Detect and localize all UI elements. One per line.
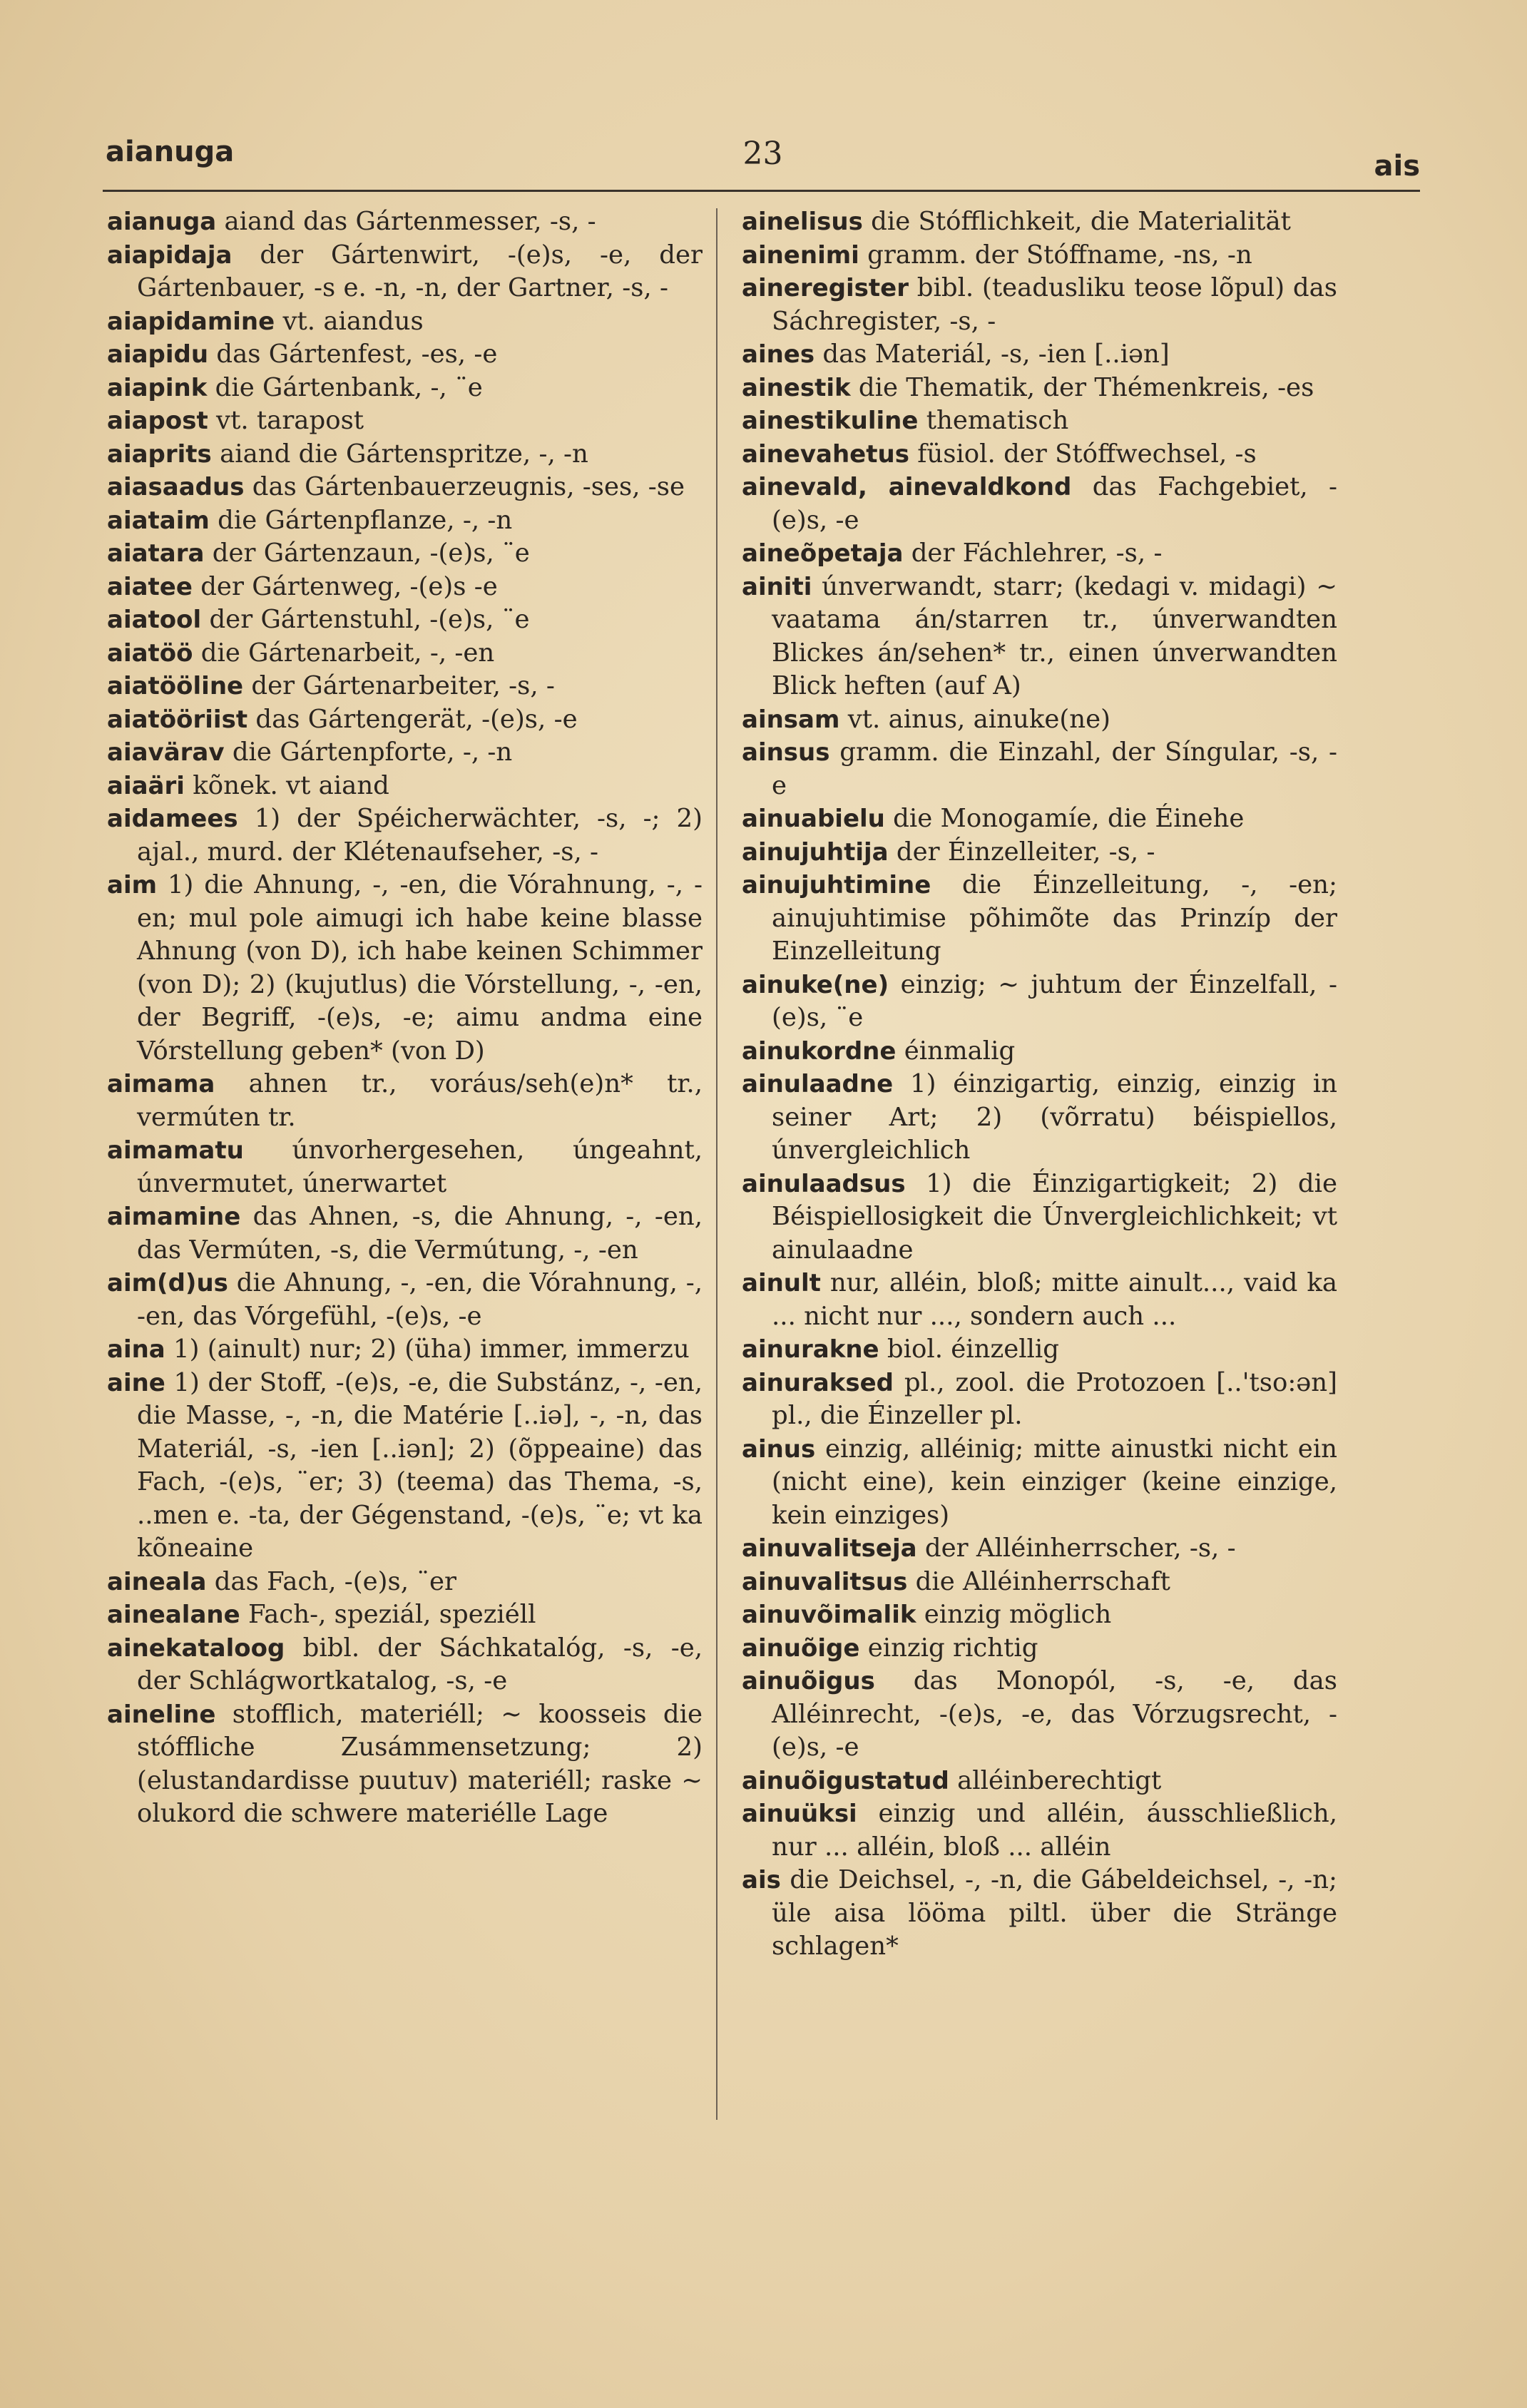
dictionary-entry bbox=[742, 272, 1337, 338]
entry-headword: aiatee bbox=[107, 572, 193, 601]
dictionary-entry bbox=[742, 1797, 1337, 1864]
dictionary-entry bbox=[742, 1632, 1337, 1665]
entry-headword: ainevald, ainevaldkond bbox=[742, 473, 1072, 501]
dictionary-entry bbox=[742, 239, 1337, 272]
entry-headword: ainuõigustatud bbox=[742, 1766, 949, 1795]
entry-headword: aim bbox=[107, 871, 158, 899]
dictionary-entry bbox=[107, 305, 703, 339]
entry-headword: ainuõigus bbox=[742, 1667, 875, 1695]
entry-definition: einzig, alléinig; mitte ainustki nicht ein (nicht eine), kein einziger (keine einzige, kein einziges) bbox=[772, 1434, 1337, 1530]
entry-definition: der Éinzelleiter, -s, - bbox=[888, 837, 1155, 867]
entry-definition: ahnen tr., voráus/seh(e)n* tr., vermúten tr. bbox=[137, 1069, 703, 1132]
dictionary-entry bbox=[742, 1168, 1337, 1267]
dictionary-entry bbox=[107, 471, 703, 504]
dictionary-entry bbox=[742, 836, 1337, 869]
entry-headword: ainestik bbox=[742, 373, 851, 402]
entry-definition: 1) éinzigartig, einzig, einzig in seiner Art; 2) (võrratu) béispiellos, únvergleichlich bbox=[772, 1069, 1337, 1165]
entry-headword: aianuga bbox=[107, 208, 217, 236]
dictionary-entry bbox=[742, 438, 1337, 471]
entry-headword: ainiti bbox=[742, 572, 812, 601]
dictionary-entry bbox=[742, 1068, 1337, 1168]
entry-headword: aiapidaja bbox=[107, 240, 233, 270]
entry-headword: ainujuhtija bbox=[742, 837, 889, 867]
entry-headword: ainealane bbox=[107, 1601, 240, 1629]
entry-headword: aiasaadus bbox=[107, 473, 245, 501]
entry-definition: die Ahnung, -, -en, die Vórahnung, -, -en, das Vórgefühl, -(e)s, -e bbox=[137, 1268, 703, 1331]
entry-definition: das Gártenfest, -es, -e bbox=[208, 340, 498, 369]
entry-headword: ainujuhtimine bbox=[742, 871, 931, 899]
entry-headword: aines bbox=[742, 340, 815, 369]
dictionary-entry bbox=[742, 1665, 1337, 1765]
entry-definition: aiand das Gártenmesser, -s, - bbox=[216, 207, 596, 236]
entry-headword: aiapost bbox=[107, 407, 208, 435]
entry-definition: die Gártenpforte, -, -n bbox=[224, 738, 513, 767]
entry-headword: aiatööriist bbox=[107, 705, 248, 734]
entry-definition: einzig und alléin, áusschließlich, nur ... alléin, bloß ... alléin bbox=[772, 1799, 1337, 1862]
dictionary-entry bbox=[107, 1134, 703, 1200]
entry-definition: alléinberechtigt bbox=[949, 1765, 1162, 1795]
entry-headword: ainenimi bbox=[742, 240, 859, 270]
entry-definition: gramm. der Stóffname, -ns, -n bbox=[859, 240, 1252, 270]
entry-headword: ainulaadne bbox=[742, 1070, 894, 1098]
entry-definition: bibl. der Sáchkatalóg, -s, -e, der Schlágwortkatalog, -s, -e bbox=[137, 1633, 703, 1695]
entry-definition: aiand die Gártenspritze, -, -n bbox=[211, 439, 588, 469]
dictionary-entry bbox=[107, 338, 703, 372]
entry-definition: der Alléinherrscher, -s, - bbox=[916, 1534, 1236, 1563]
entry-definition: der Gártenarbeiter, -s, - bbox=[243, 671, 555, 700]
entry-headword: ainuvalitseja bbox=[742, 1534, 917, 1563]
dictionary-entry bbox=[742, 1598, 1337, 1632]
entry-definition: 1) der Spéicherwächter, -s, -; 2) ajal., murd. der Klétenaufseher, -s, - bbox=[137, 804, 703, 867]
entry-headword: ainuke(ne) bbox=[742, 970, 889, 999]
dictionary-entry bbox=[107, 869, 703, 1068]
entry-headword: ainuvalitsus bbox=[742, 1567, 908, 1596]
entry-headword: ais bbox=[742, 1866, 781, 1894]
entry-headword: ainulaadsus bbox=[742, 1169, 906, 1198]
entry-definition: die Éinzelleitung, -, -en; ainujuhtimise põhimõte das Prinzíp der Einzelleitung bbox=[772, 870, 1337, 966]
entry-headword: ainsus bbox=[742, 738, 830, 767]
page-number: 23 bbox=[742, 136, 783, 172]
entry-headword: aiapidamine bbox=[107, 307, 275, 336]
entry-definition: biol. éinzellig bbox=[879, 1335, 1059, 1364]
dictionary-entry bbox=[107, 703, 703, 737]
dictionary-entry bbox=[107, 603, 703, 637]
entry-headword: ainestikuline bbox=[742, 407, 919, 435]
dictionary-entry bbox=[742, 1267, 1337, 1333]
entry-headword: aiaäri bbox=[107, 771, 185, 800]
entry-headword: ainevahetus bbox=[742, 439, 909, 469]
entry-definition: das Gártenbauerzeugnis, -ses, -se bbox=[244, 472, 685, 501]
dictionary-entry bbox=[107, 770, 703, 803]
dictionary-entry bbox=[742, 571, 1337, 703]
dictionary-entry bbox=[107, 802, 703, 869]
entry-definition: Fach-, speziál, speziéll bbox=[240, 1600, 536, 1629]
entry-definition: 1) die Ahnung, -, -en, die Vórahnung, -, -en; mul pole aimugi ich habe keine blasse Ahnung (von D), ich habe keinen Schimmer (von D); 2) (kujutlus) die Vórstellung, -, -en, der Begriff, -(e)s, -e; aimu andma eine Vórstellung geben* (von D) bbox=[137, 870, 703, 1066]
dictionary-entry bbox=[107, 438, 703, 471]
dictionary-entry bbox=[742, 969, 1337, 1035]
left-column bbox=[107, 205, 703, 2174]
entry-definition: der Gártenwirt, -(e)s, -e, der Gártenbauer, -s e. -n, -n, der Gartner, -s, - bbox=[137, 240, 703, 302]
dictionary-entry bbox=[742, 1035, 1337, 1068]
entry-definition: einzig richtig bbox=[859, 1633, 1038, 1663]
dictionary-entry bbox=[742, 1433, 1337, 1533]
dictionary-entry bbox=[107, 205, 703, 239]
entry-definition: die Alléinherrschaft bbox=[907, 1566, 1170, 1596]
entry-headword: aiaprits bbox=[107, 439, 212, 469]
dictionary-entry bbox=[742, 372, 1337, 405]
dictionary-entry bbox=[107, 239, 703, 305]
entry-definition: das Materiál, -s, -ien [..iən] bbox=[814, 340, 1170, 369]
dictionary-entry bbox=[107, 571, 703, 604]
entry-headword: ainsam bbox=[742, 705, 840, 734]
entry-definition: nur, alléin, bloß; mitte ainult..., vaid ka ... nicht nur ..., sondern auch ... bbox=[772, 1268, 1337, 1331]
entry-headword: aiapidu bbox=[107, 340, 209, 369]
dictionary-entry bbox=[107, 1267, 703, 1333]
dictionary-entry bbox=[742, 736, 1337, 802]
entry-definition: gramm. die Einzahl, der Síngular, -s, -e bbox=[772, 738, 1337, 800]
dictionary-entry bbox=[107, 1367, 703, 1566]
entry-headword: aim(d)us bbox=[107, 1269, 228, 1297]
entry-definition: die Monogamíe, die Éinehe bbox=[884, 804, 1245, 833]
dictionary-entry bbox=[107, 637, 703, 670]
dictionary-entry bbox=[107, 1632, 703, 1698]
dictionary-entry bbox=[742, 1367, 1337, 1433]
entry-headword: ainuõige bbox=[742, 1633, 860, 1663]
entry-headword: aiatööline bbox=[107, 672, 244, 700]
entry-definition: vt. tarapost bbox=[208, 406, 364, 435]
dictionary-entry bbox=[107, 736, 703, 770]
entry-headword: ainekataloog bbox=[107, 1633, 285, 1663]
dictionary-entry bbox=[742, 1532, 1337, 1566]
entry-definition: únvorhergesehen, úngeahnt, únvermutet, únerwartet bbox=[137, 1136, 703, 1198]
entry-definition: die Gártenarbeit, -, -en bbox=[193, 638, 495, 668]
entry-headword: ainuabielu bbox=[742, 805, 885, 833]
dictionary-entry bbox=[742, 338, 1337, 372]
entry-definition: der Fáchlehrer, -s, - bbox=[903, 539, 1163, 568]
dictionary-entry bbox=[107, 1566, 703, 1599]
entry-definition: kõnek. vt aiand bbox=[184, 770, 389, 800]
dictionary-entry bbox=[742, 1864, 1337, 1964]
entry-headword: aiatöö bbox=[107, 638, 193, 668]
column-divider bbox=[716, 208, 717, 2120]
entry-headword: aineõpetaja bbox=[742, 539, 904, 568]
entry-definition: pl., zool. die Protozoen [..'tso:ən] pl., die Éinzeller pl. bbox=[772, 1367, 1337, 1430]
entry-headword: ainuvõimalik bbox=[742, 1601, 916, 1629]
dictionary-entry bbox=[742, 404, 1337, 438]
entry-headword: ainukordne bbox=[742, 1036, 897, 1066]
entry-headword: aine bbox=[107, 1368, 165, 1397]
dictionary-entry bbox=[742, 802, 1337, 836]
entry-definition: die Deichsel, -, -n, die Gábeldeichsel, -, -n; üle aisa lööma piltl. über die Stränge schlagen* bbox=[772, 1865, 1337, 1961]
dictionary-entry bbox=[742, 703, 1337, 737]
entry-definition: der Gártenzaun, -(e)s, ¨e bbox=[204, 539, 530, 568]
dictionary-entry bbox=[107, 1333, 703, 1367]
entry-definition: thematisch bbox=[918, 406, 1069, 435]
entry-definition: die Gártenpflanze, -, -n bbox=[209, 505, 513, 535]
dictionary-entry bbox=[107, 1200, 703, 1267]
entry-definition: das Ahnen, -s, die Ahnung, -, -en, das Vermúten, -s, die Vermútung, -, -en bbox=[137, 1202, 703, 1265]
header-last-headword: ais bbox=[1374, 150, 1420, 183]
dictionary-entry bbox=[107, 404, 703, 438]
entry-headword: aimamatu bbox=[107, 1136, 244, 1165]
dictionary-entry bbox=[107, 1698, 703, 1831]
entry-definition: 1) der Stoff, -(e)s, -e, die Substánz, -, -en, die Masse, -, -n, die Matérie [..iə], -, -n, das Materiál, -s, -ien [..iən]; 2) (õppeaine) das Fach, -(e)s, ¨er; 3) (teema) das Thema, -s, ..men e. -ta, der Gégenstand, -(e)s, ¨e; vt ka kõneaine bbox=[137, 1367, 703, 1563]
entry-definition: einzig möglich bbox=[916, 1600, 1112, 1629]
entry-headword: aineregister bbox=[742, 274, 909, 302]
entry-definition: füsiol. der Stóffwechsel, -s bbox=[909, 439, 1257, 469]
dictionary-entry bbox=[742, 1566, 1337, 1599]
entry-definition: únverwandt, starr; (kedagi v. midagi) ~ vaatama án/starren tr., únverwandten Blickes án/sehen* tr., einen únverwandten Blick heften (auf A) bbox=[772, 571, 1337, 700]
dictionary-entry bbox=[107, 1598, 703, 1632]
entry-headword: aineala bbox=[107, 1567, 207, 1596]
entry-definition: die Thematik, der Thémenkreis, -es bbox=[850, 372, 1314, 402]
entry-headword: aiapink bbox=[107, 373, 208, 402]
entry-definition: das Fach, -(e)s, ¨er bbox=[206, 1566, 457, 1596]
entry-headword: ainuraksed bbox=[742, 1368, 894, 1397]
dictionary-entry bbox=[742, 537, 1337, 571]
dictionary-entry bbox=[742, 1765, 1337, 1798]
entry-headword: aiatara bbox=[107, 539, 205, 568]
entry-headword: aina bbox=[107, 1335, 165, 1364]
entry-definition: stofflich, materiéll; ~ koosseis die stóffliche Zusámmensetzung; 2) (elustandardisse puutuv) materiéll; raske ~ olukord die schwere materiélle Lage bbox=[137, 1699, 703, 1828]
entry-headword: aiavärav bbox=[107, 738, 225, 767]
dictionary-entry bbox=[742, 471, 1337, 537]
entry-headword: ainelisus bbox=[742, 208, 863, 236]
entry-headword: ainurakne bbox=[742, 1335, 879, 1364]
entry-definition: das Monopól, -s, -e, das Alléinrecht, -(e)s, -e, das Vórzugsrecht, -(e)s, -e bbox=[772, 1666, 1337, 1762]
header-rule bbox=[103, 190, 1420, 192]
entry-headword: aiatool bbox=[107, 606, 202, 634]
dictionary-entry bbox=[742, 1333, 1337, 1367]
dictionary-entry bbox=[107, 372, 703, 405]
dictionary-entry bbox=[107, 537, 703, 571]
entry-headword: aiataim bbox=[107, 506, 210, 535]
page-header bbox=[106, 136, 1420, 185]
entry-definition: vt. aiandus bbox=[275, 306, 424, 336]
entry-definition: einzig; ~ juhtum der Éinzelfall, -(e)s, ¨e bbox=[772, 969, 1337, 1032]
entry-definition: der Gártenweg, -(e)s -e bbox=[192, 571, 498, 601]
entry-definition: 1) (ainult) nur; 2) (üha) immer, immerzu bbox=[165, 1335, 690, 1364]
dictionary-entry bbox=[742, 205, 1337, 239]
entry-definition: vt. ainus, ainuke(ne) bbox=[839, 704, 1110, 734]
entry-headword: ainult bbox=[742, 1269, 821, 1297]
entry-headword: ainuüksi bbox=[742, 1800, 857, 1828]
entry-headword: aimama bbox=[107, 1070, 215, 1098]
dictionary-entry bbox=[107, 670, 703, 703]
entry-definition: das Fachgebiet, -(e)s, -e bbox=[772, 472, 1337, 535]
dictionary-entry bbox=[107, 504, 703, 538]
entry-definition: das Gártengerät, -(e)s, -e bbox=[247, 704, 578, 734]
header-first-headword: aianuga bbox=[106, 136, 235, 168]
entry-headword: aineline bbox=[107, 1700, 216, 1729]
entry-headword: ainus bbox=[742, 1434, 816, 1464]
right-column bbox=[742, 205, 1337, 2174]
entry-headword: aidamees bbox=[107, 805, 238, 833]
entry-definition: die Stófflichkeit, die Materialität bbox=[862, 207, 1291, 236]
entry-definition: die Gártenbank, -, ¨e bbox=[207, 372, 483, 402]
entry-headword: aimamine bbox=[107, 1203, 241, 1231]
entry-definition: éinmalig bbox=[896, 1036, 1016, 1066]
entry-definition: der Gártenstuhl, -(e)s, ¨e bbox=[201, 605, 530, 634]
entry-definition: bibl. (teadusliku teose lõpul) das Sáchregister, -s, - bbox=[772, 273, 1337, 336]
dictionary-entry bbox=[107, 1068, 703, 1134]
dictionary-entry bbox=[742, 869, 1337, 969]
entry-definition: 1) die Éinzigartigkeit; 2) die Béispiellosigkeit die Únvergleichlichkeit; vt ainulaadne bbox=[772, 1168, 1337, 1265]
